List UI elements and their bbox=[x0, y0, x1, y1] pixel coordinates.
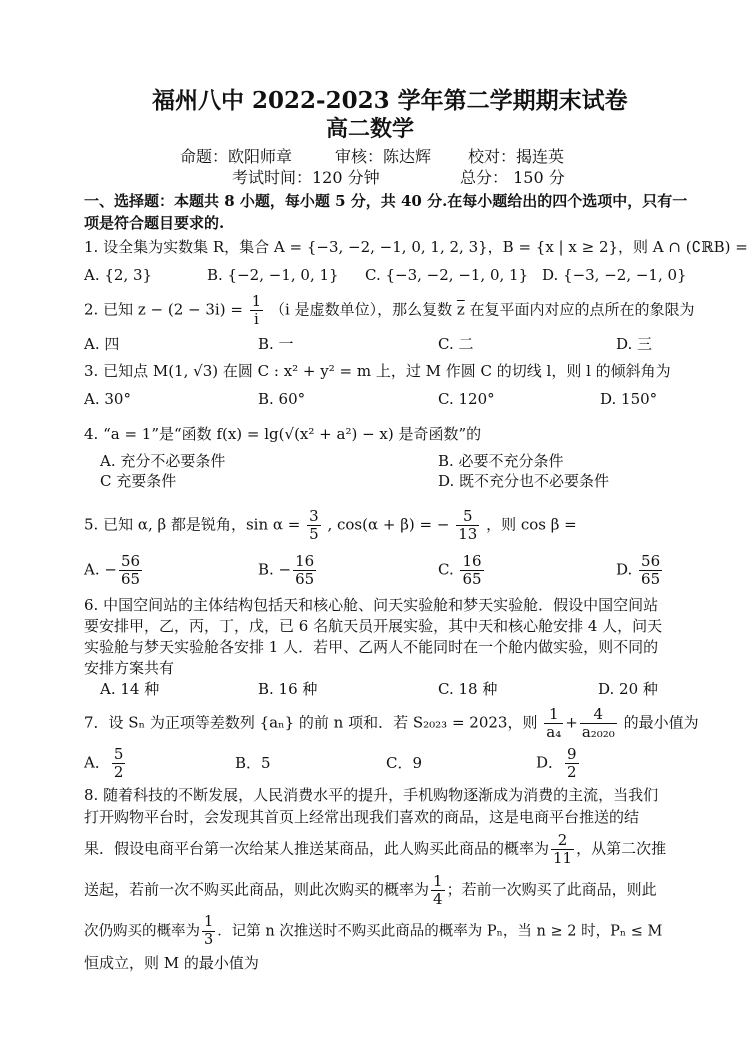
q7-option-a-prefix: A． bbox=[84, 753, 110, 772]
proofreader: 校对：揭连英 bbox=[468, 147, 565, 166]
q2-den: i bbox=[254, 310, 259, 328]
q4-option-d: D. 既不充分也不必要条件 bbox=[438, 472, 610, 490]
q6-line1: 6. 中国空间站的主体结构包括天和核心舱、问天实验舱和梦天实验舱．假设中国空间站 bbox=[84, 596, 659, 614]
q1-option-d: D. {−3, −2, −1, 0} bbox=[542, 266, 687, 284]
q7-option-d-frac bbox=[565, 746, 579, 781]
q6-option-a: A. 14 种 bbox=[100, 680, 160, 698]
q5-frac-sin-den: 5 bbox=[309, 525, 319, 543]
q2-option-b: B. 一 bbox=[258, 335, 294, 353]
q8-line5-pre: 次仍购买的概率为 bbox=[84, 923, 200, 940]
q5-stem-mid: , cos(α + β) = − bbox=[327, 515, 450, 534]
q5-option-d-den: 65 bbox=[641, 570, 661, 588]
q2-option-d: D. 三 bbox=[616, 335, 653, 353]
q7-option-a-num: 5 bbox=[113, 745, 124, 763]
q7-stem-pre: 7．设 Sₙ 为正项等差数列 {aₙ} 的前 n 项和．若 S₂₀₂₃ = 2023，则 bbox=[84, 713, 538, 732]
q2-stem-pre: 2. 已知 z − (2 − 3i) = bbox=[84, 300, 243, 319]
q6-line4: 安排方案共有 bbox=[84, 659, 175, 677]
q7-plus: + bbox=[565, 713, 578, 732]
q3-option-d: D. 150° bbox=[600, 390, 658, 408]
exam-title: 福州八中 2022-2023 学年第二学期期末试卷 bbox=[152, 87, 628, 114]
q7-option-a-den: 2 bbox=[113, 763, 124, 781]
q8-line4-post: ；若前一次购买了此商品，则此 bbox=[446, 880, 657, 899]
q8-frac-2-11-num: 2 bbox=[551, 832, 574, 850]
q7-option-d bbox=[536, 746, 581, 781]
q2-zbar: $\overline{z}$ bbox=[456, 300, 465, 319]
section-heading-line1: 一、选择题：本题共 8 小题，每小题 5 分，共 40 分.在每小题给出的四个选项中，只有一 bbox=[84, 192, 688, 210]
q7-frac-2 bbox=[580, 706, 617, 741]
q5-stem-pre: 5. 已知 α, β 都是锐角，sin α = bbox=[84, 515, 301, 534]
q2-stem bbox=[84, 293, 695, 328]
q4-option-c: C 充要条件 bbox=[100, 472, 177, 490]
q5-stem-post: ，则 cos β = bbox=[486, 515, 577, 534]
q3-option-b: B. 60° bbox=[258, 390, 306, 408]
setter: 命题：欧阳师章 bbox=[180, 147, 293, 166]
q8-frac-2-11-den: 11 bbox=[553, 849, 573, 867]
q5-option-a-prefix: A. − bbox=[84, 560, 117, 579]
q8-frac-1-4-num: 1 bbox=[433, 872, 443, 890]
q2-option-c: C. 二 bbox=[438, 335, 474, 353]
q6-option-d: D. 20 种 bbox=[598, 680, 658, 698]
q5-option-c bbox=[438, 553, 486, 588]
exam-subtitle: 高二数学 bbox=[326, 116, 415, 142]
q8-frac-1-4 bbox=[431, 873, 445, 908]
q6-option-b: B. 16 种 bbox=[258, 680, 318, 698]
q2-stem-post2: 在复平面内对应的点所在的象限为 bbox=[469, 300, 695, 319]
q3-option-a: A. 30° bbox=[84, 390, 131, 408]
q5-option-b-frac bbox=[293, 553, 316, 588]
q8-line5-post: ．记第 n 次推送时不购买此商品的概率为 Pₙ，当 n ≥ 2 时，Pₙ ≤ M bbox=[217, 923, 663, 940]
q7-option-d-num: 9 bbox=[567, 745, 577, 763]
q7-frac-2-den: a₂₀₂₀ bbox=[581, 723, 615, 741]
q1-stem: 1. 设全集为实数集 R，集合 A = {−3, −2, −1, 0, 1, 2, 3}，B = {x | x ≥ 2}，则 A ∩ (∁ℝB) = bbox=[84, 238, 748, 256]
q5-option-d-num: 56 bbox=[641, 552, 661, 570]
q5-option-d bbox=[616, 553, 664, 588]
q5-option-a bbox=[84, 553, 144, 588]
q7-frac-1 bbox=[544, 706, 563, 741]
q7-stem-post: 的最小值为 bbox=[623, 713, 699, 732]
q3-option-c: C. 120° bbox=[438, 390, 495, 408]
q8-line1: 8. 随着科技的不断发展，人民消费水平的提升，手机购物逐渐成为消费的主流，当我们 bbox=[84, 786, 659, 804]
q8-line4-pre: 送起，若前一次不购买此商品，则此次购买的概率为 bbox=[84, 880, 430, 899]
q8-line3 bbox=[84, 832, 666, 867]
q5-option-c-den: 65 bbox=[462, 570, 482, 588]
reviewer: 审核：陈达辉 bbox=[335, 147, 432, 166]
q5-option-c-num: 16 bbox=[462, 552, 482, 570]
q5-option-a-num: 56 bbox=[120, 552, 141, 570]
q5-option-a-frac bbox=[119, 553, 142, 588]
q7-stem bbox=[84, 706, 699, 741]
q7-frac-1-den: a₄ bbox=[546, 723, 562, 741]
exam-time: 考试时间：120 分钟 bbox=[232, 168, 380, 187]
q8-line4 bbox=[84, 873, 657, 908]
q7-frac-1-num: 1 bbox=[544, 706, 563, 724]
q6-line2: 要安排甲，乙，丙，丁，戊，已 6 名航天员开展实验，其中天和核心舱安排 4 人，问天 bbox=[84, 617, 663, 635]
q2-num: 1 bbox=[251, 292, 262, 310]
q1-option-c: C. {−3, −2, −1, 0, 1} bbox=[365, 266, 529, 284]
q5-option-b bbox=[258, 553, 318, 588]
q1-option-a: A. {2, 3} bbox=[84, 266, 153, 284]
q8-line3-post: ，从第二次推 bbox=[576, 839, 667, 858]
q8-frac-1-3-num: 1 bbox=[204, 914, 214, 930]
q7-option-a-frac bbox=[112, 746, 126, 781]
q6-option-c: C. 18 种 bbox=[438, 680, 498, 698]
q8-line3-pre: 果．假设电商平台第一次给某人推送某商品，此人购买此商品的概率为 bbox=[84, 839, 550, 858]
q5-frac-cos-num: 5 bbox=[456, 508, 479, 526]
q7-option-d-den: 2 bbox=[567, 763, 577, 781]
q4-option-b: B. 必要不充分条件 bbox=[438, 452, 564, 470]
q7-option-b: B．5 bbox=[235, 754, 271, 772]
exam-total: 总分： 150 分 bbox=[460, 168, 565, 187]
q6-line3: 实验舱与梦天实验舱各安排 1 人．若甲、乙两人不能同时在一个舱内做实验，则不同的 bbox=[84, 638, 659, 656]
q7-option-c: C．9 bbox=[386, 754, 423, 772]
q7-option-d-prefix: D． bbox=[536, 753, 564, 772]
q2-option-a: A. 四 bbox=[84, 335, 120, 353]
q5-option-d-frac bbox=[639, 553, 662, 588]
q4-stem: 4. “a = 1”是“函数 f(x) = lg(√(x² + a²) − x) 是奇函数”的 bbox=[84, 425, 482, 443]
q5-stem bbox=[84, 508, 577, 543]
q5-frac-cos-den: 13 bbox=[458, 525, 478, 543]
q5-option-d-prefix: D. bbox=[616, 560, 638, 579]
q1-option-b: B. {−2, −1, 0, 1} bbox=[207, 266, 339, 284]
q7-option-a bbox=[84, 746, 127, 781]
q8-line2: 打开购物平台时，会发现其首页上经常出现我们喜欢的商品，这是电商平台推送的结 bbox=[84, 808, 640, 826]
q5-frac-sin bbox=[307, 508, 321, 543]
q5-frac-cos bbox=[456, 508, 479, 543]
q8-line5 bbox=[84, 914, 662, 949]
q8-frac-1-3 bbox=[202, 914, 215, 949]
q5-option-b-den: 65 bbox=[295, 570, 315, 588]
q2-stem-post: （i 是虚数单位），那么复数 bbox=[270, 300, 453, 319]
q5-option-b-prefix: B. − bbox=[258, 560, 292, 579]
q5-option-c-prefix: C. bbox=[438, 560, 459, 579]
q8-frac-2-11 bbox=[551, 832, 574, 867]
q5-option-c-frac bbox=[460, 553, 483, 588]
q7-frac-2-num: 4 bbox=[580, 706, 617, 724]
q2-fraction bbox=[250, 293, 264, 328]
q5-option-a-den: 65 bbox=[120, 570, 141, 588]
section-heading-line2: 项是符合题目要求的. bbox=[84, 214, 225, 232]
q5-option-b-num: 16 bbox=[295, 552, 315, 570]
q5-frac-sin-num: 3 bbox=[309, 507, 319, 525]
q8-frac-1-4-den: 4 bbox=[433, 890, 443, 908]
q3-stem: 3. 已知点 M(1, √3) 在圆 C : x² + y² = m 上，过 M 作圆 C 的切线 l，则 l 的倾斜角为 bbox=[84, 362, 671, 380]
q4-option-a: A. 充分不必要条件 bbox=[100, 452, 226, 470]
q8-frac-1-3-den: 3 bbox=[204, 932, 214, 948]
q8-line6: 恒成立，则 M 的最小值为 bbox=[84, 954, 259, 972]
